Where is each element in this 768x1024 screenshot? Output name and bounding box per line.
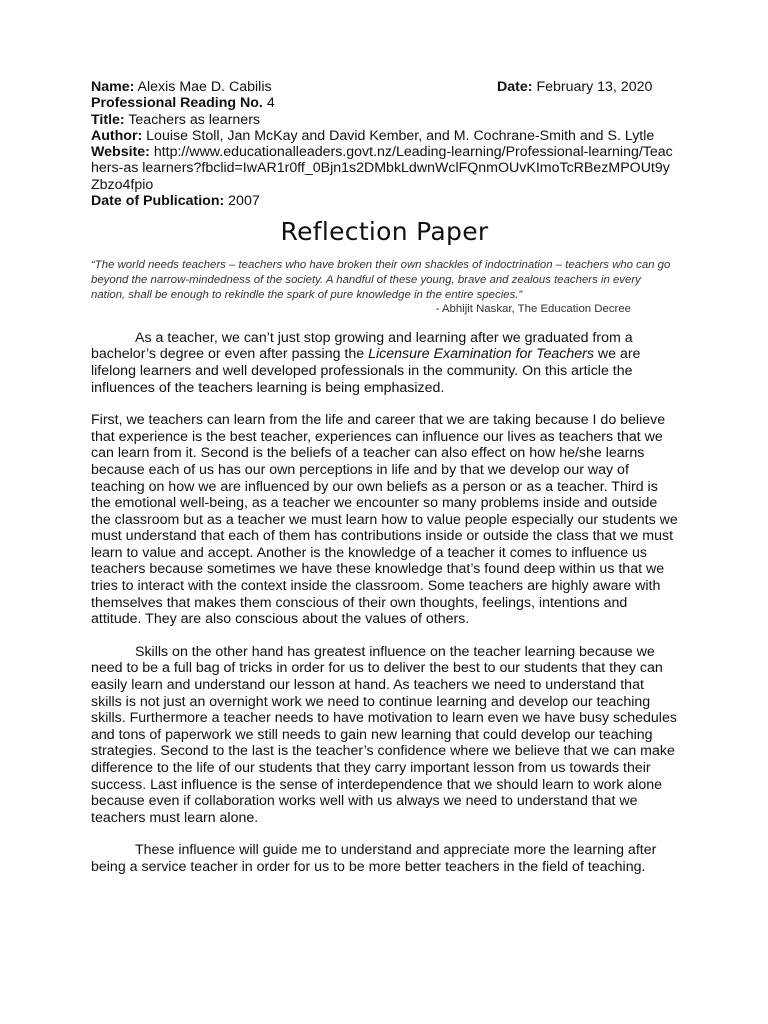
- paragraph-3: Skills on the other hand has greatest influence on the teacher learning because we need to be a full bag of tricks in order for us to deliver the best to our students that they can easily learn and understand our lesson at hand. As teachers we need to understand that skills is not just an overnight work we need to continue learning and develop our teaching skills. Furthermore a teacher needs to have motivation to learn even we have busy schedules and tons of paperwork we still needs to gain new learning that could develop our teaching strategies. Second to the last is the teacher’s confidence where we believe that we can make difference to the life of our students that they carry important lesson from us towards their success. Last influence is the sense of interdependence that we should learn to work alone because even if collaboration works well with us always we need to understand that we teachers must learn alone.: [91, 643, 677, 826]
- reading-value: 4: [266, 95, 275, 112]
- paragraph-1-part-a: As a teacher, we can’t just stop growing and learning after we graduated from a bachelor’s degree or even after passing the: [91, 329, 633, 363]
- name-label: Name:: [91, 79, 135, 95]
- name-value: Alexis Mae D. Cabilis: [137, 79, 272, 95]
- header-block: [91, 79, 678, 209]
- date-value: February 13, 2020: [536, 79, 653, 95]
- pubdate-row: [91, 193, 678, 209]
- pubdate-value: 2007: [228, 193, 260, 210]
- date-label: Date:: [497, 79, 533, 95]
- website-row: [91, 144, 678, 193]
- title-value: Teachers as learners: [128, 111, 261, 128]
- title-row: [91, 112, 678, 128]
- body-text: [91, 330, 678, 876]
- paragraph-1: [91, 330, 678, 396]
- author-label: Author:: [91, 127, 143, 144]
- paragraph-1-emphasis: Licensure Examination for Teachers: [368, 346, 594, 363]
- website-label: Website:: [91, 144, 150, 161]
- date-field: [497, 79, 652, 95]
- website-value: http://www.educationalleaders.govt.nz/Leading-learning/Professional-learning/Teachers-as learners?fbclid=IwAR1r0ff_0Bjn1s2DMbkLdwnWclFQnmOUvKImoTcRBezMPOUt9yZbzo4fpio: [91, 144, 673, 193]
- reading-label: Professional Reading No.: [91, 95, 263, 112]
- paragraph-2: First, we teachers can learn from the life and career that we are taking because I do believe that experience is the best teacher, experiences can influence our lives as teachers that we can learn from it. Second is the beliefs of a teacher can also effect on how he/she learns because each of us has our own perceptions in life and by that we develop our way of teaching on how we are influenced by our own beliefs as a person or as a teacher. Third is the emotional well-being, as a teacher we encounter so many problems inside and outside the classroom but as a teacher we must learn how to value people especially our students we must understand that each of them has contributions inside or outside the class that we must learn to value and accept. Another is the knowledge of a teacher it comes to influence us teachers because sometimes we have these knowledge that’s found deep within us that we tries to interact with the context inside the classroom. Some teachers are highly aware with themselves that makes them conscious of their own thoughts, feelings, intentions and attitude. They are also conscious about the values of others.: [91, 412, 678, 628]
- reading-row: [91, 95, 678, 111]
- name-row: [91, 79, 678, 95]
- pubdate-label: Date of Publication:: [91, 193, 225, 210]
- title-label: Title:: [91, 111, 125, 128]
- author-row: [91, 128, 678, 144]
- author-value: Louise Stoll, Jan McKay and David Kember, and M. Cochrane-Smith and S. Lytle: [146, 127, 655, 144]
- paragraph-4: These influence will guide me to understand and appreciate more the learning after being a service teacher in order for us to be more better teachers in the field of teaching.: [91, 842, 657, 875]
- epigraph-attribution: - Abhijit Naskar, The Education Decree: [435, 303, 631, 316]
- paragraph-1-part-b: we are lifelong learners and well developed professionals in the community. On this article the influences of the teachers learning is being emphasized.: [91, 346, 641, 396]
- epigraph-quote: “The world needs teachers – teachers who have broken their own shackles of indoctrination – teachers who can go beyond the narrow-mindedness of the society. A handful of these young, brave and zealous teachers in every nation, shall be enough to rekindle the spark of pure knowledge in the entire species.”: [91, 259, 671, 301]
- document-title: Reflection Paper: [280, 217, 489, 247]
